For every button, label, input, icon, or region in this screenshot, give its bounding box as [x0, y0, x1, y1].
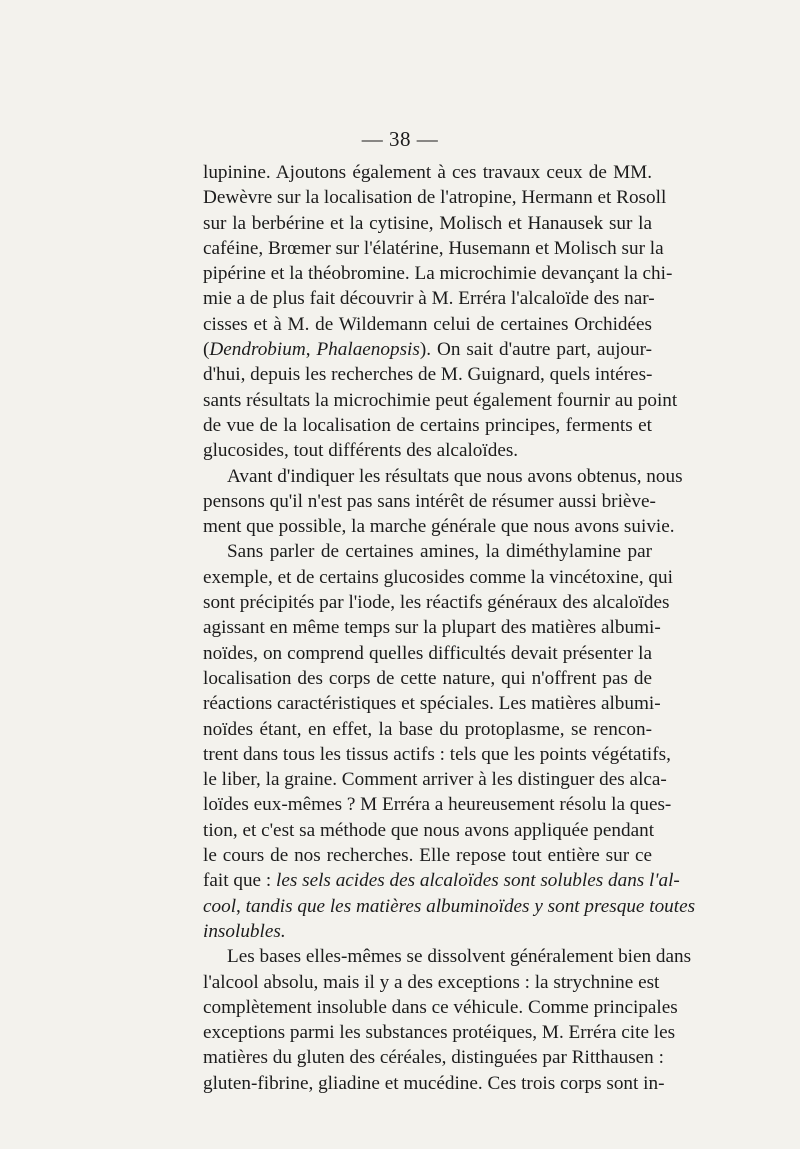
text-line: gluten-fibrine, gliadine et mucédine. Ces trois corps sont in-	[203, 1072, 665, 1094]
text-line: lupinine. Ajoutons également à ces travaux ceux de MM.	[203, 162, 652, 183]
text-line: tion, et c'est sa méthode que nous avons appliquée pendant	[203, 819, 655, 841]
italic-emphasis: les sels acides des alcaloïdes sont solubles dans l'al-	[276, 870, 680, 892]
text-line: exceptions parmi les substances protéiques, M. Erréra cite les	[203, 1022, 676, 1044]
text-line: exemple, et de certains glucosides comme la vincétoxine, qui	[203, 566, 673, 588]
text-line-mixed	[203, 868, 680, 893]
text-line: sur la berbérine et la cytisine, Molisch et Hanausek sur la	[203, 212, 652, 234]
text-line: loïdes eux-mêmes ? M Erréra a heureusement résolu la ques-	[203, 794, 672, 816]
text-line: glucosides, tout différents des alcaloïdes.	[203, 440, 519, 462]
text-line: complètement insoluble dans ce véhicule. Comme principales	[203, 996, 678, 1018]
italic-emphasis: tandis que les matières albuminoïdes y sont presque toutes	[245, 895, 696, 917]
text-line-mixed	[203, 337, 652, 362]
body-text	[203, 160, 696, 1096]
italic-emphasis: cool	[203, 895, 237, 917]
text-line: Dewèvre sur la localisation de l'atropine, Hermann et Rosoll	[203, 187, 667, 209]
text-fragment: (	[203, 339, 210, 361]
text-line: noïdes étant, en effet, la base du protoplasme, se rencon-	[203, 718, 652, 740]
text-line: noïdes, on comprend quelles difficultés devait présenter la	[203, 642, 652, 664]
text-line: pipérine et la théobromine. La microchimie devançant la chi-	[203, 263, 673, 285]
text-line: sants résultats la microchimie peut également fournir au point	[203, 389, 678, 411]
text-line: caféine, Brœmer sur l'élatérine, Husemann et Molisch sur la	[203, 237, 664, 259]
text-line: agissant en même temps sur la plupart des matières albumi-	[203, 617, 661, 639]
text-fragment: ). On sait d'autre part, aujour-	[419, 339, 652, 361]
paragraph-1	[203, 160, 678, 464]
text-line: ment que possible, la marche générale que nous avons suivie.	[203, 516, 675, 538]
paragraph-4	[203, 944, 692, 1096]
italic-emphasis-line: insolubles.	[203, 920, 286, 942]
text-line: trent dans tous les tissus actifs : tels que les points végétatifs,	[203, 743, 671, 765]
text-line: l'alcool absolu, mais il y a des exceptions : la strychnine est	[203, 971, 660, 993]
page-number: — 38 —	[361, 127, 439, 151]
italic-genus-name: Dendrobium	[209, 339, 306, 361]
paragraph-2	[203, 464, 683, 540]
text-line: Les bases elles-mêmes se dissolvent généralement bien dans	[227, 946, 692, 968]
text-line: cisses et à M. de Wildemann celui de certaines Orchidées	[203, 313, 652, 335]
text-line: localisation des corps de cette nature, qui n'offrent pas de	[203, 667, 652, 689]
text-fragment: ,	[305, 339, 317, 361]
paragraph-3	[203, 539, 696, 944]
text-line: mie a de plus fait découvrir à M. Erréra l'alcaloïde des nar-	[203, 288, 655, 310]
text-line: réactions caractéristiques et spéciales. Les matières albumi-	[203, 693, 661, 715]
text-line: pensons qu'il n'est pas sans intérêt de résumer aussi briève-	[203, 490, 656, 512]
text-line: d'hui, depuis les recherches de M. Guignard, quels intéres-	[203, 364, 653, 386]
italic-genus-name: Phalaenopsis	[316, 339, 420, 361]
text-fragment: fait que :	[203, 870, 276, 892]
text-line-mixed	[203, 894, 696, 919]
text-line: sont précipités par l'iode, les réactifs généraux des alcaloïdes	[203, 592, 670, 614]
text-line: matières du gluten des céréales, distinguées par Ritthausen :	[203, 1047, 664, 1069]
text-line: Sans parler de certaines amines, la diméthylamine par	[227, 541, 652, 563]
text-line: le cours de nos recherches. Elle repose tout entière sur ce	[203, 845, 652, 867]
text-line: Avant d'indiquer les résultats que nous avons obtenus, nous	[227, 465, 683, 487]
text-line: de vue de la localisation de certains principes, ferments et	[203, 414, 652, 436]
text-line: le liber, la graine. Comment arriver à les distinguer des alca-	[203, 769, 667, 791]
text-fragment: ,	[236, 895, 246, 917]
